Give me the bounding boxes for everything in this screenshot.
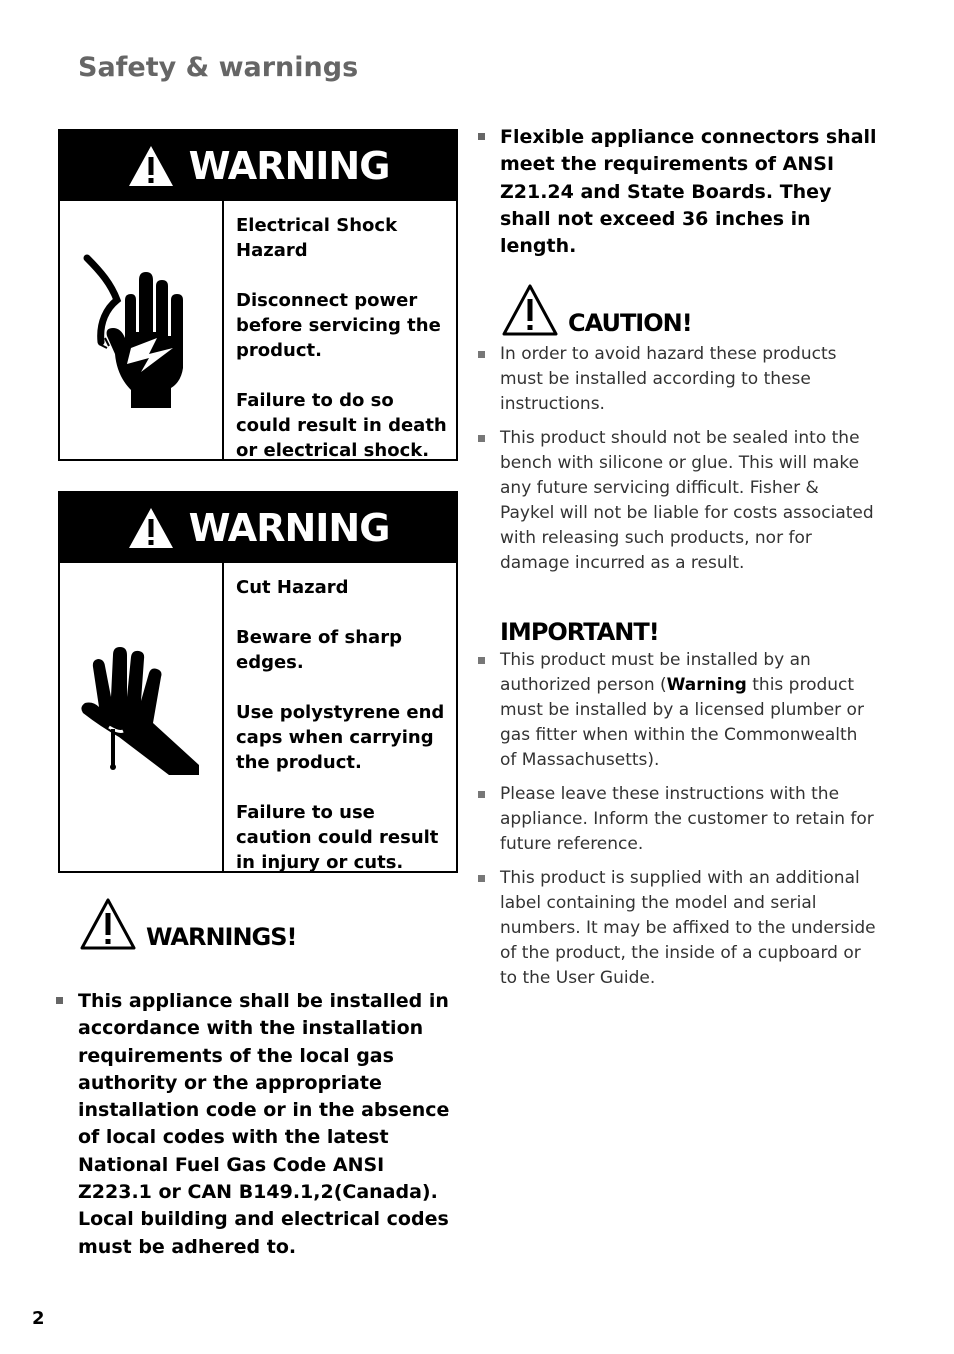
warnings-list [56,988,456,1261]
important-list [478,648,878,1000]
hazard-consequence: Failure to do so could result in death or electrical shock. [236,390,447,461]
electrical-shock-hand-icon [60,201,224,459]
hazard-consequence: Failure to use caution could result in injury or cuts. [236,802,439,873]
warning-header [60,493,456,563]
warning-box-electrical [58,129,458,461]
connector-requirements-list [478,124,878,260]
hazard-title: Electrical Shock Hazard [236,215,398,261]
list-item: Please leave these instructions with the appliance. Inform the customer to retain for future reference. [478,782,878,857]
warning-box-cut [58,491,458,873]
cut-hand-icon [60,563,224,871]
caution-heading [502,283,692,337]
caution-list [478,342,878,585]
important-text: this product must be installed by a licensed plumber or gas fitter when within the Commonwealth of Massachusetts). [500,675,864,770]
warning-triangle-icon [127,506,175,550]
page-number: 2 [32,1308,45,1329]
page-title: Safety & warnings [78,52,359,83]
list-item: This product should not be sealed into the bench with silicone or glue. This will make any future servicing difficult. Fisher & Paykel will not be liable for costs associated with releasing such products, nor for damage incurred as a result. [478,426,878,576]
important-text: This product must be installed by an authorized person ( [500,650,811,695]
warning-header-text: WARNING [188,506,390,550]
hazard-title: Cut Hazard [236,577,349,598]
important-heading: IMPORTANT! [500,618,659,646]
hazard-instruction: Use polystyrene end caps when carrying the product. [236,702,445,773]
warning-triangle-outline-icon [80,897,136,951]
warnings-label: WARNINGS! [146,923,297,951]
warning-triangle-icon [127,144,175,188]
list-item: This product is supplied with an additional label containing the model and serial numbers. It may be affixed to the underside of the product, the inside of a cupboard or to the User Guide. [478,866,878,991]
important-emphasis: Warning [666,675,747,695]
warning-header-text: WARNING [188,144,390,188]
caution-label: CAUTION! [568,309,692,337]
list-item: In order to avoid hazard these products must be installed according to these instructions. [478,342,878,417]
list-item: Flexible appliance connectors shall meet the requirements of ANSI Z21.24 and State Boards. They shall not exceed 36 inches in length. [478,124,878,260]
hazard-instruction: Disconnect power before servicing the product. [236,290,441,361]
list-item: This appliance shall be installed in accordance with the installation requirements of the local gas authority or the appropriate installation code or in the absence of local codes with the latest National Fuel Gas Code ANSI Z223.1 or CAN B149.1,2(Canada). Local building and electrical codes must be adhered to. [56,988,456,1261]
hazard-instruction: Beware of sharp edges. [236,627,402,673]
warning-triangle-outline-icon [502,283,558,337]
warning-header [60,131,456,201]
warning-text [224,201,456,459]
warnings-heading [80,897,296,951]
list-item [478,648,878,773]
warning-text [224,563,456,871]
